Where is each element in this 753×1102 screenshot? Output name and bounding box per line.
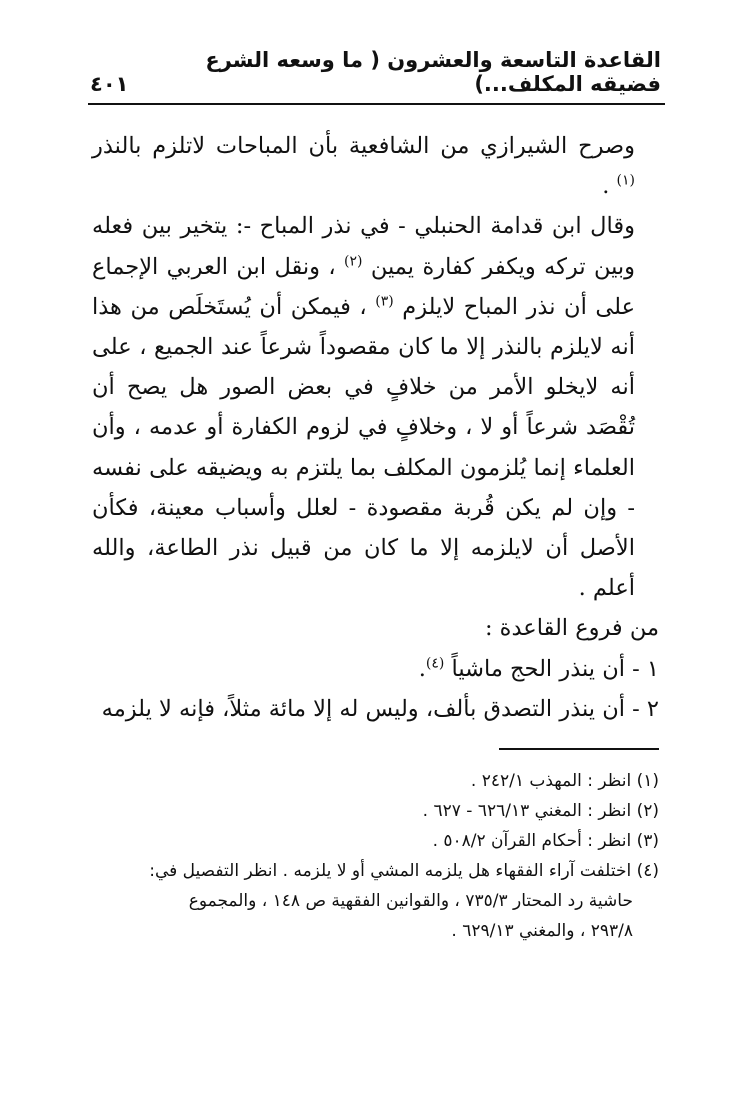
footnote-ref-4: (٤) [425, 655, 445, 672]
branch-item-1-tail: . [418, 655, 426, 682]
paragraph-tail: . [602, 173, 617, 200]
paragraph-text: وصرح الشيرازي من الشافعية بأن المباحات لاتلزم بالنذر [92, 133, 635, 159]
footnote-3: (٣) انظر : أحكام القرآن ٥٠٨/٢ . [432, 831, 659, 851]
paragraph-text-c: ، فيمكن أن يُستَخلَص من هذا أنه لايلزم بالنذر إلا ما كان مقصوداً شرعاً عند الجميع ، على أنه لايخلو الأمر من خلافٍ في بعض الصور هل يصح أن تُقْصَد شرعاً أو لا ، وخلافٍ في لزوم الكفارة أو عدمه ، وأن العلماء إنما يُلزمون المكلف بما يلتزم به ويضيقه على نفسه - وإن لم يكن قُربة مقصودة - لعلل وأسباب معينة، فكأن الأصل أن لايلزمه إلا ما كان من قبيل نذر الطاعة، والله أعلم . [92, 293, 635, 602]
footnote-4: (٤) اختلفت آراء الفقهاء هل يلزمه المشي أو لا يلزمه . انظر التفصيل في: [149, 861, 659, 881]
footnote-ref-3: (٣) [375, 293, 394, 310]
main-text [92, 126, 659, 729]
paragraph-ibn-qudama [92, 206, 659, 608]
paragraph-shirazi [92, 126, 659, 206]
footnote-2: (٢) انظر : المغني ٦٢٦/١٣ - ٦٢٧ . [422, 801, 659, 821]
footnote-1: (١) انظر : المهذب ٢٤٢/١ . [470, 771, 659, 791]
footnote-4-end: ٢٩٣/٨ ، والمغني ٦٢٩/١٣ . [451, 921, 633, 941]
footnotes [92, 766, 659, 946]
footnote-ref-1: (١) [616, 172, 635, 189]
footnote-4-continued: حاشية رد المحتار ٧٣٥/٣ ، والقوانين الفقهية ص ١٤٨ ، والمجموع [188, 891, 633, 911]
footnote-rule [499, 748, 659, 750]
page-number: ٤٠١ [90, 72, 129, 96]
paragraph-text-b: ، ونقل ابن العربي الإجماع على أن نذر المباح لايلزم [92, 253, 636, 320]
page-header [90, 48, 661, 96]
paragraph-text-a: وقال ابن قدامة الحنبلي - في نذر المباح -: يتخير بين فعله وبين تركه ويكفر كفارة يمين [92, 213, 636, 280]
branches-heading: من فروع القاعدة : [484, 615, 659, 642]
branch-item-1 [92, 649, 659, 689]
footnote-ref-2: (٢) [344, 253, 363, 270]
running-title: القاعدة التاسعة والعشرون ( ما وسعه الشرع فضيقه المكلف...) [205, 48, 661, 96]
branch-item-2: ٢ - أن ينذر التصدق بألف، وليس له إلا مائة مثلاً، فإنه لا يلزمه [101, 695, 659, 722]
branch-item-1-text: ١ - أن ينذر الحج ماشياً [451, 655, 659, 682]
header-rule [88, 103, 665, 105]
